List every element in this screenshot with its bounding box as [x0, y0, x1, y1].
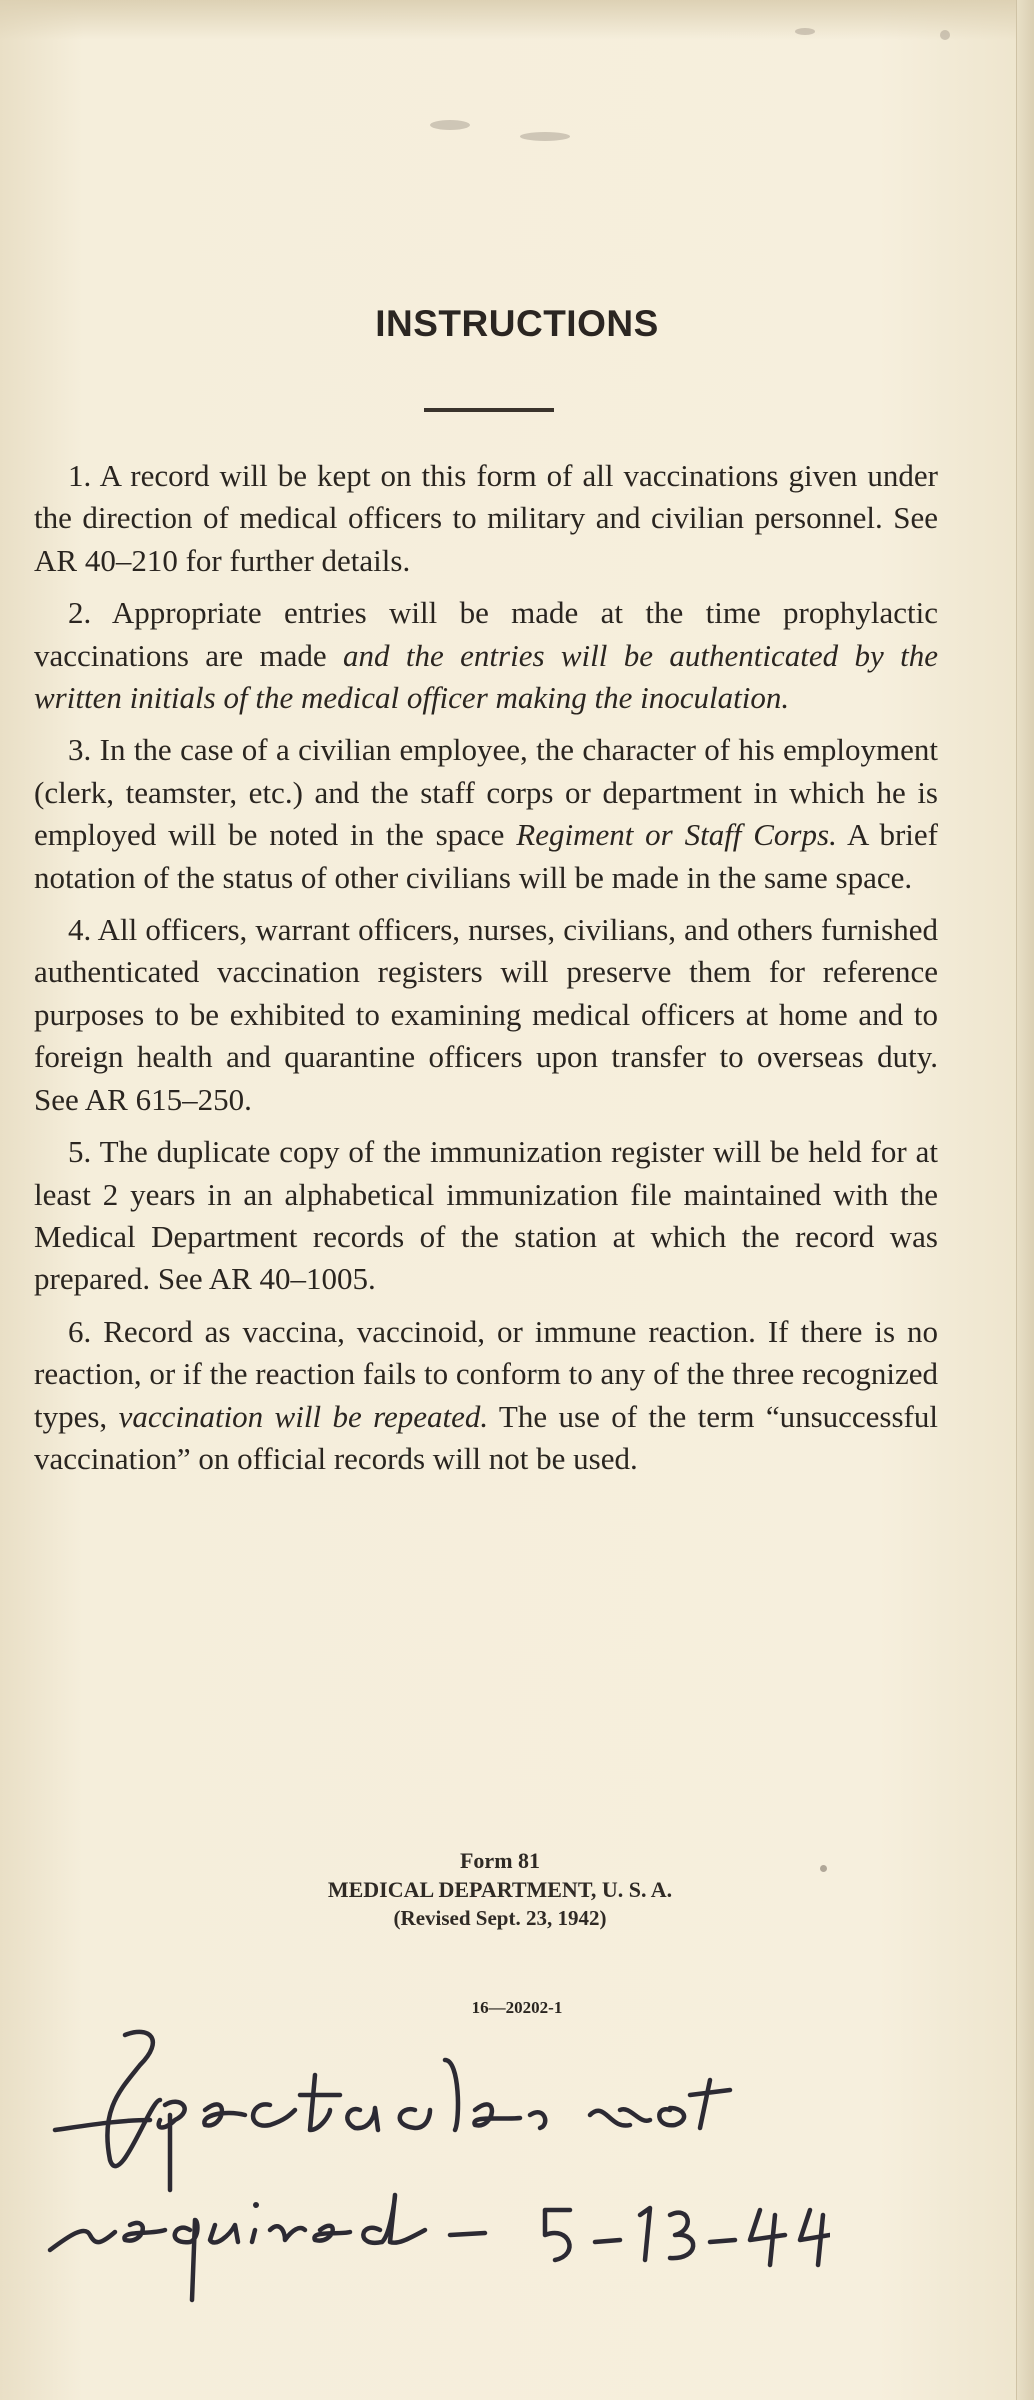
ink-smudge: [940, 30, 950, 40]
handwriting-stroke: [640, 2208, 650, 2260]
handwriting-stroke: [347, 2108, 378, 2130]
handwriting-stroke: [204, 2104, 245, 2125]
paragraph-6-italic: vaccination will be repeated.: [118, 1398, 489, 1434]
handwriting-stroke: [210, 2225, 238, 2242]
revision-date: (Revised Sept. 23, 1942): [393, 1906, 607, 1930]
handwriting-stroke: [363, 2195, 425, 2243]
handwriting-stroke: [253, 2104, 295, 2125]
handwriting-stroke: [545, 2210, 570, 2260]
paragraph-3-text: 3. In the case of a civilian employee, the character of his employment (clerk, teamster, etc.) and the staff corps or department in which he is employed will be noted in the space: [34, 732, 938, 853]
handwritten-note: [30, 2020, 830, 2310]
handwriting-stroke: [50, 2231, 115, 2250]
handwriting-stroke: [590, 2109, 650, 2125]
handwriting-stroke: [595, 2240, 620, 2242]
instruction-paragraph-6: [34, 1311, 938, 1481]
handwriting-stroke: [800, 2210, 830, 2265]
handwriting-stroke: [400, 2109, 430, 2128]
instruction-paragraph-4: 4. All officers, warrant officers, nurses, civilians, and others furnished authenticated vaccination registers will preserve them for reference purposes to be exhibited to examining medical officers at home and to foreign health and quarantine officers upon transfer to overseas duty. See AR 615–250.: [34, 912, 938, 1117]
instruction-paragraph-1: 1. A record will be kept on this form of all vaccinations given under the direction of medical officers to military and civilian personnel. See AR 40–210 for further details.: [34, 458, 938, 578]
title-underline: [424, 408, 554, 412]
paragraph-3-italic: Regiment or Staff Corps.: [516, 817, 837, 853]
paper-fold-shadow: [0, 0, 1034, 40]
ink-smudge: [520, 132, 570, 141]
paragraph-2-italic: and the entries will be authenticated by the written initials of the medical officer making the inoculation.: [34, 637, 938, 716]
handwriting-stroke: [300, 2075, 340, 2130]
paragraph-2-text: 2. Appropriate entries will be made at the time prophylactic vaccinations are made: [34, 595, 938, 673]
instruction-paragraph-2: [34, 592, 938, 719]
print-code: 16—20202-1: [471, 1998, 563, 2017]
form-number: Form 81: [459, 1848, 541, 1873]
form-footer: [0, 1846, 1000, 1933]
handwriting-dot: [253, 2202, 259, 2208]
handwriting-stroke: [710, 2240, 735, 2242]
handwriting-stroke: [159, 2102, 185, 2190]
department-name: MEDICAL DEPARTMENT, U. S. A.: [327, 1877, 673, 1902]
handwriting-stroke: [445, 2060, 458, 2130]
handwriting-stroke: [270, 2226, 305, 2240]
paragraph-6-text: 6. Record as vaccina, vaccinoid, or immune reaction. If there is no reaction, or if the reaction fails to conform to any of the three recognized types,: [34, 1313, 938, 1434]
paper-right-edge: [1016, 0, 1034, 2400]
instruction-paragraph-5: 5. The duplicate copy of the immunization register will be held for at least 2 years in an alphabetical immunization file maintained with the Medical Department records of the station at which the record was prepared. See AR 40–1005.: [34, 1134, 938, 1297]
paragraph-6-text-2: The use of the term “unsuccessful vaccination” on official records will not be used.: [34, 1398, 938, 1476]
paragraph-3-text-2: A brief notation of the status of other civilians will be made in the same space.: [34, 817, 938, 895]
handwriting-stroke: [670, 2213, 693, 2258]
handwriting-stroke: [659, 2108, 684, 2125]
handwriting-stroke: [474, 2104, 520, 2125]
handwriting-stroke: [750, 2210, 785, 2265]
page-title: INSTRUCTIONS: [375, 303, 659, 344]
ink-smudge: [795, 28, 815, 35]
instruction-paragraph-3: [34, 729, 938, 899]
handwriting-stroke: [314, 2226, 350, 2241]
handwriting-stroke: [55, 2120, 150, 2130]
handwriting-stroke: [124, 2223, 165, 2241]
handwriting-stroke: [107, 2032, 160, 2166]
instructions-body: [34, 455, 938, 1490]
handwriting-stroke: [530, 2112, 545, 2128]
handwriting-stroke: [175, 2220, 198, 2300]
ink-smudge: [430, 120, 470, 130]
handwriting-stroke: [252, 2230, 255, 2242]
handwriting-stroke: [690, 2080, 730, 2128]
handwriting-stroke: [450, 2233, 485, 2235]
